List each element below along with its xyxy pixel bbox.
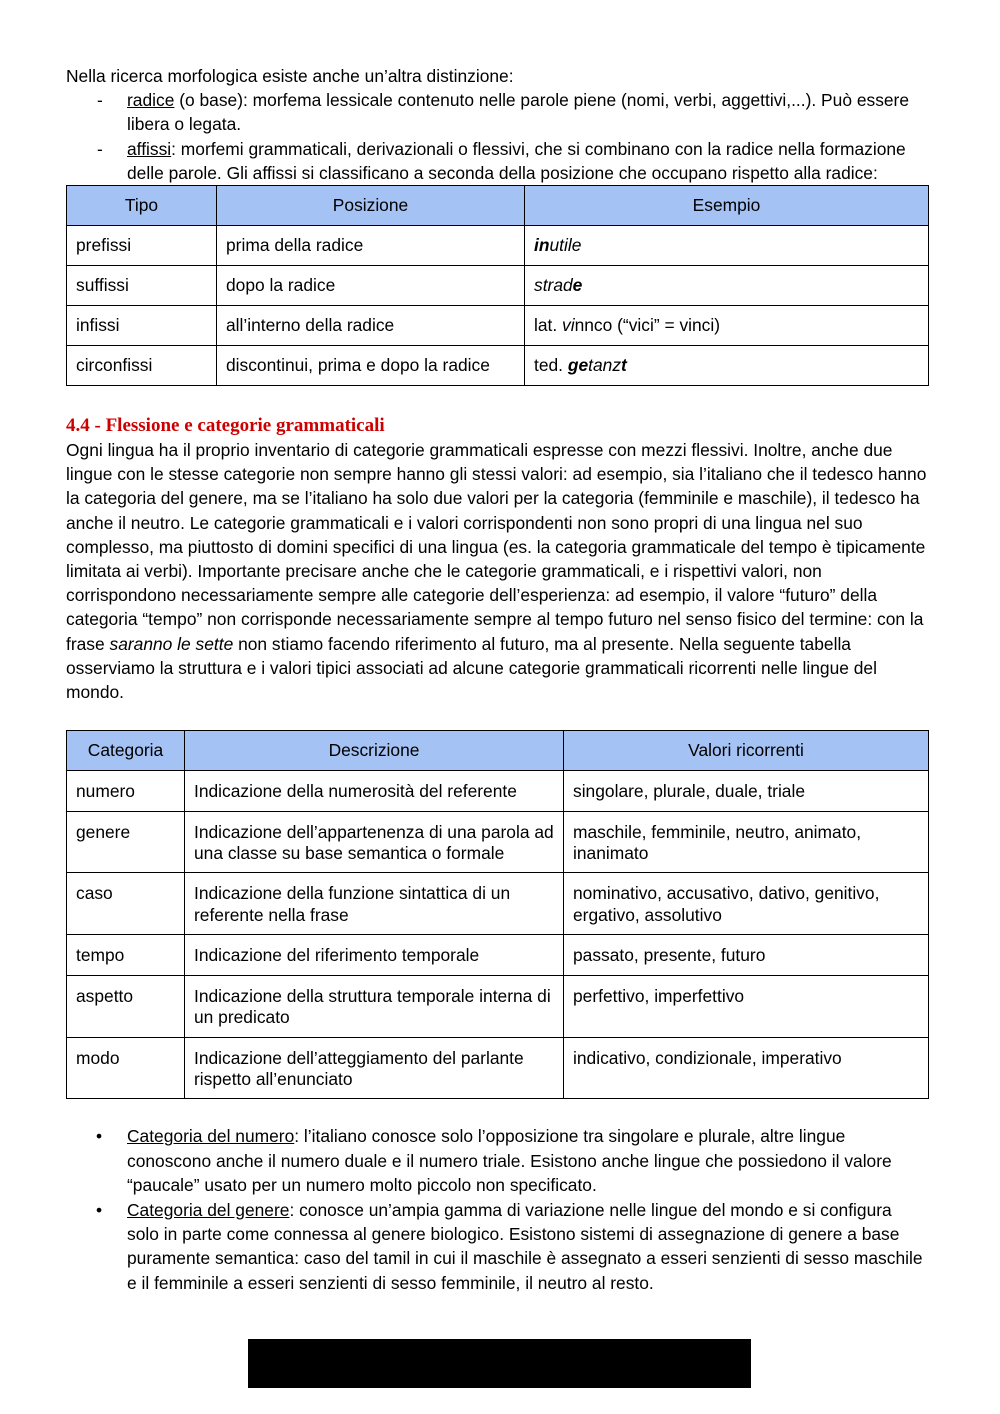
category-table xyxy=(66,730,929,1099)
term-radice: radice xyxy=(127,90,175,111)
definition-radice: (o base): morfema lessicale contenuto nelle parole piene (nomi, verbi, aggettivi,...). Può essere libera o legata. xyxy=(127,90,910,135)
header-esempio: Esempio xyxy=(525,186,929,226)
cell-descrizione: Indicazione dell’appartenenza di una parola ad una classe su base semantica o formale xyxy=(185,811,564,873)
list-item-radice xyxy=(66,88,928,136)
cell-tipo: circonfissi xyxy=(67,346,217,386)
example-prefix: lat. xyxy=(534,315,563,336)
cell-posizione: prima della radice xyxy=(217,226,525,266)
table-row xyxy=(67,935,929,975)
cell-categoria: aspetto xyxy=(67,975,185,1037)
header-tipo: Tipo xyxy=(67,186,217,226)
cell-valori: nominativo, accusativo, dativo, genitivo, ergativo, assolutivo xyxy=(564,873,929,935)
example-bold: ge xyxy=(567,355,589,376)
intro-line: Nella ricerca morfologica esiste anche un’altra distinzione: xyxy=(66,66,514,86)
document-page xyxy=(66,64,928,1295)
header-posizione: Posizione xyxy=(217,186,525,226)
cell-esempio xyxy=(525,266,929,306)
example-bold: t xyxy=(621,355,627,376)
cell-categoria: tempo xyxy=(67,935,185,975)
table-row xyxy=(67,873,929,935)
cell-posizione: all’interno della radice xyxy=(217,306,525,346)
header-descrizione: Descrizione xyxy=(185,731,564,771)
table-header-row xyxy=(67,186,929,226)
cell-tipo: infissi xyxy=(67,306,217,346)
cell-descrizione: Indicazione della funzione sintattica di un referente nella frase xyxy=(185,873,564,935)
cell-categoria: genere xyxy=(67,811,185,873)
table-row xyxy=(67,346,929,386)
list-item-numero xyxy=(66,1124,928,1197)
cell-posizione: dopo la radice xyxy=(217,266,525,306)
example-tail: nco (“vici” = vinci) xyxy=(584,315,721,336)
bullet-text-numero: : l’italiano conosce solo l’opposizione tra singolare e plurale, altre lingue conoscono anche il numero duale e il numero triale. Esistono anche lingue che possiedono il valore “paucale” usato per un numero molto piccolo non specificato. xyxy=(127,1126,892,1196)
affix-table xyxy=(66,185,929,386)
example-prefix: ted. xyxy=(534,355,568,376)
example-bold: e xyxy=(572,275,583,296)
cell-tipo: prefissi xyxy=(67,226,217,266)
definition-affissi: : morfemi grammaticali, derivazionali o flessivi, che si combinano con la radice nella formazione delle parole. Gli affissi si classificano a seconda della posizione che occupano rispetto alla radice: xyxy=(127,138,906,183)
bullet-list xyxy=(66,1124,928,1295)
redaction-bar xyxy=(248,1339,751,1388)
cell-valori: passato, presente, futuro xyxy=(564,935,929,975)
cell-categoria: modo xyxy=(67,1037,185,1099)
cell-valori: perfettivo, imperfettivo xyxy=(564,975,929,1037)
table-row xyxy=(67,975,929,1037)
cell-descrizione: Indicazione del riferimento temporale xyxy=(185,935,564,975)
cell-valori: singolare, plurale, duale, triale xyxy=(564,771,929,811)
term-affissi: affissi xyxy=(127,138,172,159)
example-italic: strad xyxy=(534,275,573,296)
cell-posizione: discontinui, prima e dopo la radice xyxy=(217,346,525,386)
example-infix: n xyxy=(574,315,585,336)
term-numero: Categoria del numero xyxy=(127,1126,295,1147)
paragraph-part-2: non stiamo facendo riferimento al futuro, ma al presente. Nella seguente tabella osserviamo la struttura e i valori tipici associati ad alcune categorie grammaticali ricorrenti nelle lingue del mondo. xyxy=(66,633,877,703)
header-categoria: Categoria xyxy=(67,731,185,771)
dash-list xyxy=(66,88,928,185)
term-genere: Categoria del genere xyxy=(127,1199,290,1220)
example-bold: in xyxy=(534,235,550,256)
cell-tipo: suffissi xyxy=(67,266,217,306)
header-valori: Valori ricorrenti xyxy=(564,731,929,771)
example-italic: vi xyxy=(562,315,575,336)
example-italic: utile xyxy=(549,235,582,256)
cell-valori: maschile, femminile, neutro, animato, inanimato xyxy=(564,811,929,873)
table-row xyxy=(67,226,929,266)
section-title: 4.4 - Flessione e categorie grammaticali xyxy=(66,415,385,437)
cell-descrizione: Indicazione della numerosità del referente xyxy=(185,771,564,811)
bullet-marker: • xyxy=(96,1126,103,1147)
cell-categoria: caso xyxy=(67,873,185,935)
body-paragraph xyxy=(66,438,928,704)
cell-esempio xyxy=(525,226,929,266)
bullet-text-genere: : conosce un’ampia gamma di variazione nelle lingue del mondo e si configura solo in parte come connessa al genere biologico. Esistono sistemi di assegnazione di genere a base puramente semantica: caso del tamil in cui il maschile è assegnato a esseri senzienti di sesso maschile e il femminile a esseri senzienti di sesso femminile, il neutro al resto. xyxy=(127,1199,923,1293)
table-row xyxy=(67,306,929,346)
paragraph-example-italic: saranno le sette xyxy=(109,633,234,654)
table-row xyxy=(67,266,929,306)
paragraph-part-1: Ogni lingua ha il proprio inventario di categorie grammaticali espresse con mezzi flessivi. Inoltre, anche due lingue con le stesse categorie non sempre hanno gli stessi valori: ad esempio, sia l’italiano che il tedesco hanno la categoria del genere, ma se l’italiano ha solo due valori per la categoria (femminile e maschile), il tedesco ha anche il neutro. Le categorie grammaticali e i valori corrispondenti non sono propri di una lingua nel suo complesso, ma piuttosto di domini specifici di una lingua (es. la categoria grammaticale del tempo è tipicamente limitata ai verbi). Importante precisare anche che le categorie grammaticali, e i rispettivi valori, non corrispondono necessariamente sempre alle categorie dell’esperienza: ad esempio, il valore “futuro” della categoria “tempo” non corrisponde necessariamente sempre al tempo futuro nel senso fisico del termine: con la frase xyxy=(66,440,927,654)
table-header-row xyxy=(67,731,929,771)
table-row xyxy=(67,811,929,873)
cell-descrizione: Indicazione dell’atteggiamento del parlante rispetto all’enunciato xyxy=(185,1037,564,1099)
list-item-genere xyxy=(66,1198,928,1296)
cell-categoria: numero xyxy=(67,771,185,811)
dash-marker: - xyxy=(97,138,103,159)
cell-valori: indicativo, condizionale, imperativo xyxy=(564,1037,929,1099)
table-row xyxy=(67,1037,929,1099)
table-row xyxy=(67,771,929,811)
cell-esempio xyxy=(525,346,929,386)
cell-esempio xyxy=(525,306,929,346)
example-italic: tanz xyxy=(588,355,622,376)
dash-marker: - xyxy=(97,90,103,111)
cell-descrizione: Indicazione della struttura temporale interna di un predicato xyxy=(185,975,564,1037)
list-item-affissi xyxy=(66,137,928,185)
bullet-marker: • xyxy=(96,1199,103,1220)
